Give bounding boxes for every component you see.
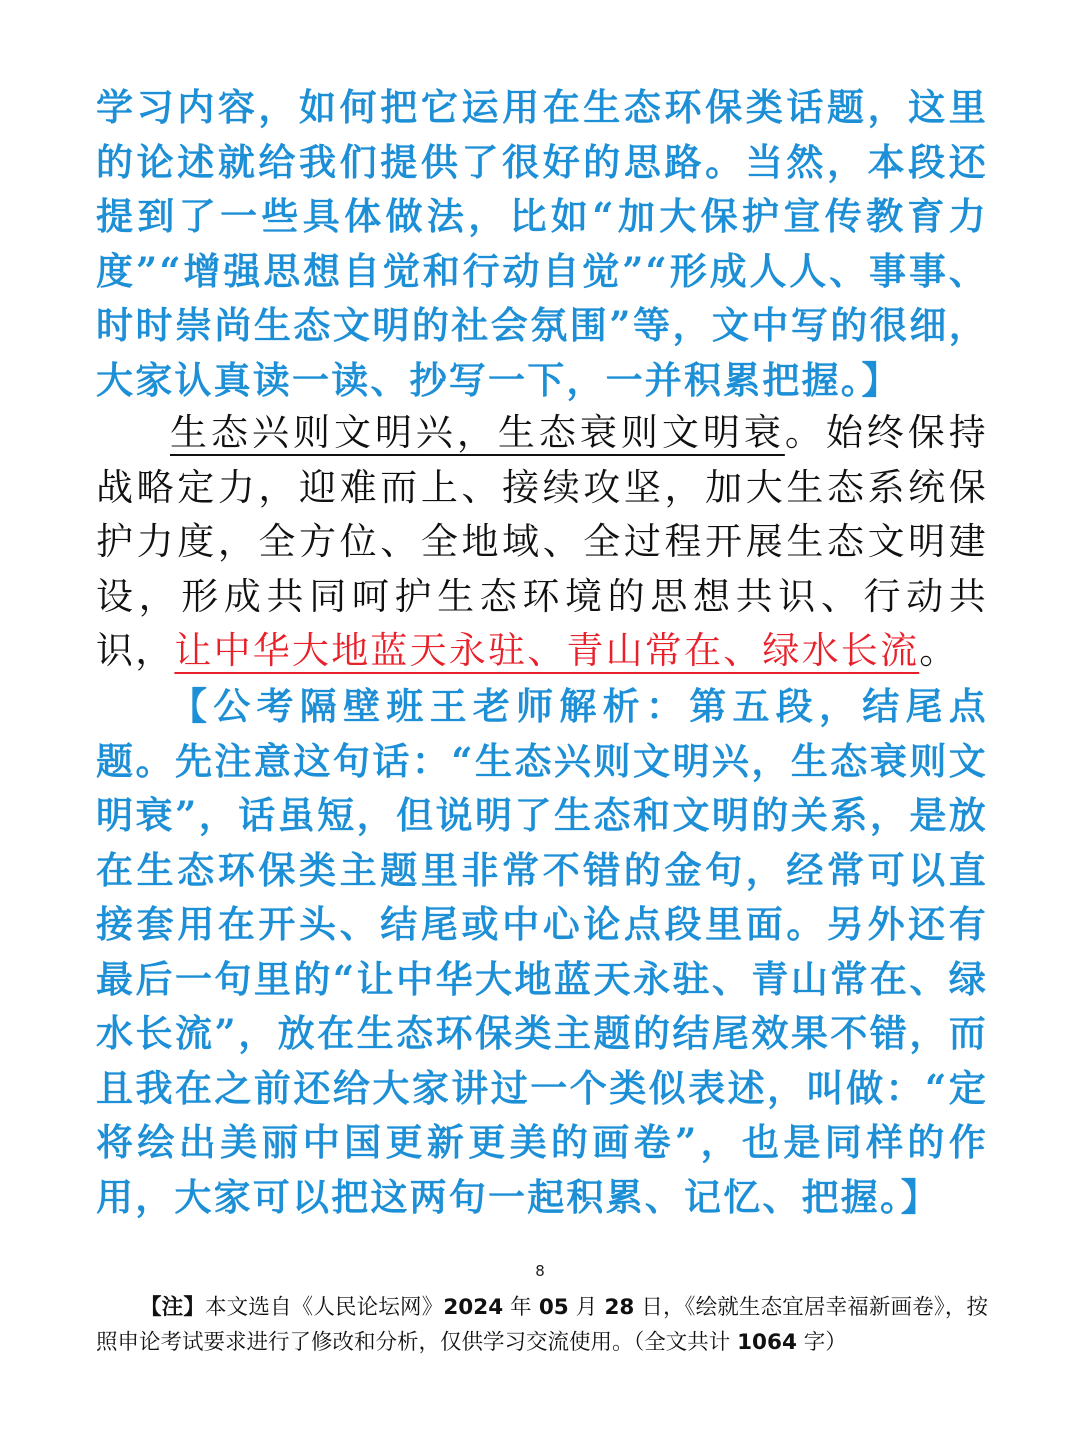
article-body-text: 。始终保持战略定力，迎难而上、接续攻坚，加大生态系统保护力度，全方位、全地域、全过程开展生态文明建设，形成共同呵护生态环境的思想共识、行动共识， <box>96 411 989 672</box>
article-end-punctuation: 。 <box>919 629 959 672</box>
footnote-title-and-usage: 日，《绘就生态宜居幸福新画卷》，按照申论考试要求进行了修改和分析，仅供学习交流使用。（全文共计 <box>96 1295 988 1355</box>
footnote-word-unit: 字） <box>796 1330 847 1355</box>
footnote-label: 【注】 <box>140 1295 205 1320</box>
analysis-paragraph-continued <box>96 80 988 407</box>
footnote <box>96 1290 988 1360</box>
red-highlight-sentence: 让中华大地蓝天永驻、青山常在、绿水长流 <box>174 629 920 672</box>
key-sentence-underlined: 生态兴则文明兴，生态衰则文明衰 <box>170 411 785 454</box>
footnote-source: 本文选自《人民论坛网》 <box>205 1295 444 1320</box>
page-number: 8 <box>535 1262 545 1280</box>
footnote-word-count: 1064 <box>737 1330 797 1355</box>
footnote-month: 05 <box>538 1295 569 1320</box>
footnote-month-unit: 月 <box>568 1295 605 1320</box>
footnote-year: 2024 <box>443 1295 504 1320</box>
analysis-paragraph-5 <box>96 679 988 1224</box>
analysis-text-1: 学习内容，如何把它运用在生态环保类话题，这里的论述就给我们提供了很好的思路。当然，本段还提到了一些具体做法，比如“加大保护宣传教育力度”“增强思想自觉和行动自觉”“形成人人、事事、时时崇尚生态文明的社会氛围”等，文中写的很细，大家认真读一读、抄写一下，一并积累把握。】 <box>96 85 988 402</box>
article-paragraph-5 <box>96 406 988 679</box>
footnote-day: 28 <box>604 1295 635 1320</box>
analysis-text-2: 【公考隔壁班王老师解析：第五段，结尾点题。先注意这句话：“生态兴则文明兴，生态衰则文明衰”，话虽短，但说明了生态和文明的关系，是放在生态环保类主题里非常不错的金句，经常可以直接套用在开头、结尾或中心论点段里面。另外还有最后一句里的“让中华大地蓝天永驻、青山常在、绿水长流”，放在生态环保类主题的结尾效果不错，而且我在之前还给大家讲过一个类似表述，叫做：“定将绘出美丽中国更新更美的画卷”，也是同样的作用，大家可以把这两句一起积累、记忆、把握。】 <box>96 684 988 1219</box>
footnote-year-unit: 年 <box>503 1295 539 1320</box>
